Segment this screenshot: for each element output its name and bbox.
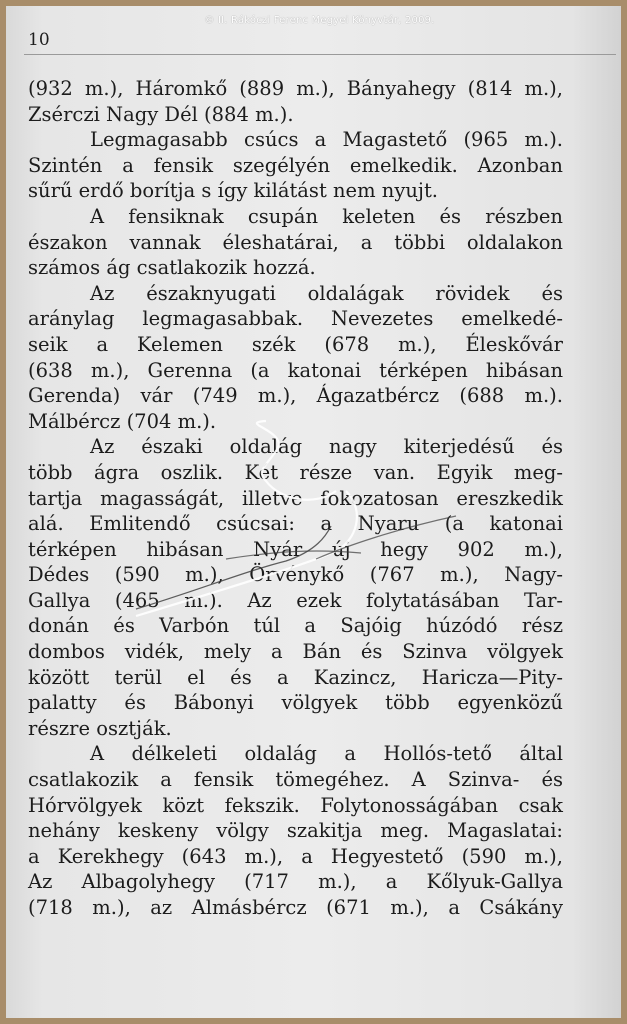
text-line: (638 m.), Gerenna (a katonai térképen hibásan <box>28 358 563 382</box>
text-line: dombos vidék, mely a Bán és Szinva völgyek <box>28 640 563 664</box>
text-line: (718 m.), az Almásbércz (671 m.), a Csákány <box>28 896 563 919</box>
text-line: Az Albagolyhegy (717 m.), a Kőlyuk-Gallya <box>28 870 563 894</box>
text-line: Az északnyugati oldalágak rövidek és <box>90 281 563 305</box>
text-line: aránylag legmagasabbak. Nevezetes emelkedé- <box>28 307 563 331</box>
text-line: részre osztják. <box>28 716 172 740</box>
text-line: Dédes (590 m.), Örvénykő (767 m.), Nagy- <box>28 563 563 587</box>
page-body-text <box>28 76 563 921</box>
text-line: palatty és Bábonyi völgyek több egyenközű <box>28 691 563 715</box>
text-line: Gerenda) vár (749 m.), Ágazatbércz (688 m.). <box>28 384 563 408</box>
text-line: seik a Kelemen szék (678 m.), Éleskővár <box>28 332 563 356</box>
text-line: Hórvölgyek közt fekszik. Folytonosságában csak <box>28 793 563 817</box>
text-line: számos ág csatlakozik hozzá. <box>28 256 316 280</box>
text-line: (932 m.), Háromkő (889 m.), Bányahegy (814 m.), <box>28 77 563 100</box>
text-line: nehány keskeny völgy szakitja meg. Magaslatai: <box>28 819 563 843</box>
header-rule <box>24 54 616 55</box>
text-line: donán és Varbón túl a Sajóig húzódó rész <box>28 614 563 638</box>
text-line: alá. Emlitendő csúcsai: a Nyaru (a katonai <box>28 512 563 536</box>
text-line: A fensiknak csupán keleten és részben <box>90 204 563 228</box>
text-line: Zsérczi Nagy Dél (884 m.). <box>28 102 294 126</box>
text-line: Legmagasabb csúcs a Magastető (965 m.). <box>90 128 563 152</box>
text-line: tartja magasságát, illetve fokozatosan ereszkedik <box>28 486 563 510</box>
text-line: Málbércz (704 m.). <box>28 409 217 433</box>
text-line: térképen hibásan Nyár új hegy 902 m.), <box>28 537 563 561</box>
text-line: a Kerekhegy (643 m.), a Hegyestető (590 m.), <box>28 844 563 868</box>
text-line: északon vannak éleshatárai, a többi oldalakon <box>28 230 563 254</box>
text-line: között terül el és a Kazincz, Haricza—Pity- <box>28 665 563 689</box>
text-line: Az északi oldalág nagy kiterjedésű és <box>90 435 563 459</box>
text-line: csatlakozik a fensik tömegéhez. A Szinva- és <box>28 768 563 792</box>
text-line: Gallya (465 m.). Az ezek folytatásában Tar- <box>28 588 563 612</box>
text-line: A délkeleti oldalág a Hollós-tető által <box>90 742 563 766</box>
watermark: © II. Rákóczi Ferenc Megyei Könyvtár, 2009. <box>204 15 435 26</box>
page-number: 10 <box>28 30 50 50</box>
text-line: több ágra oszlik. Két része van. Egyik meg- <box>28 460 563 484</box>
text-line: Szintén a fensik szegélyén emelkedik. Azonban <box>28 153 563 177</box>
text-line: sűrű erdő borítja s így kilátást nem nyujt. <box>28 179 438 203</box>
